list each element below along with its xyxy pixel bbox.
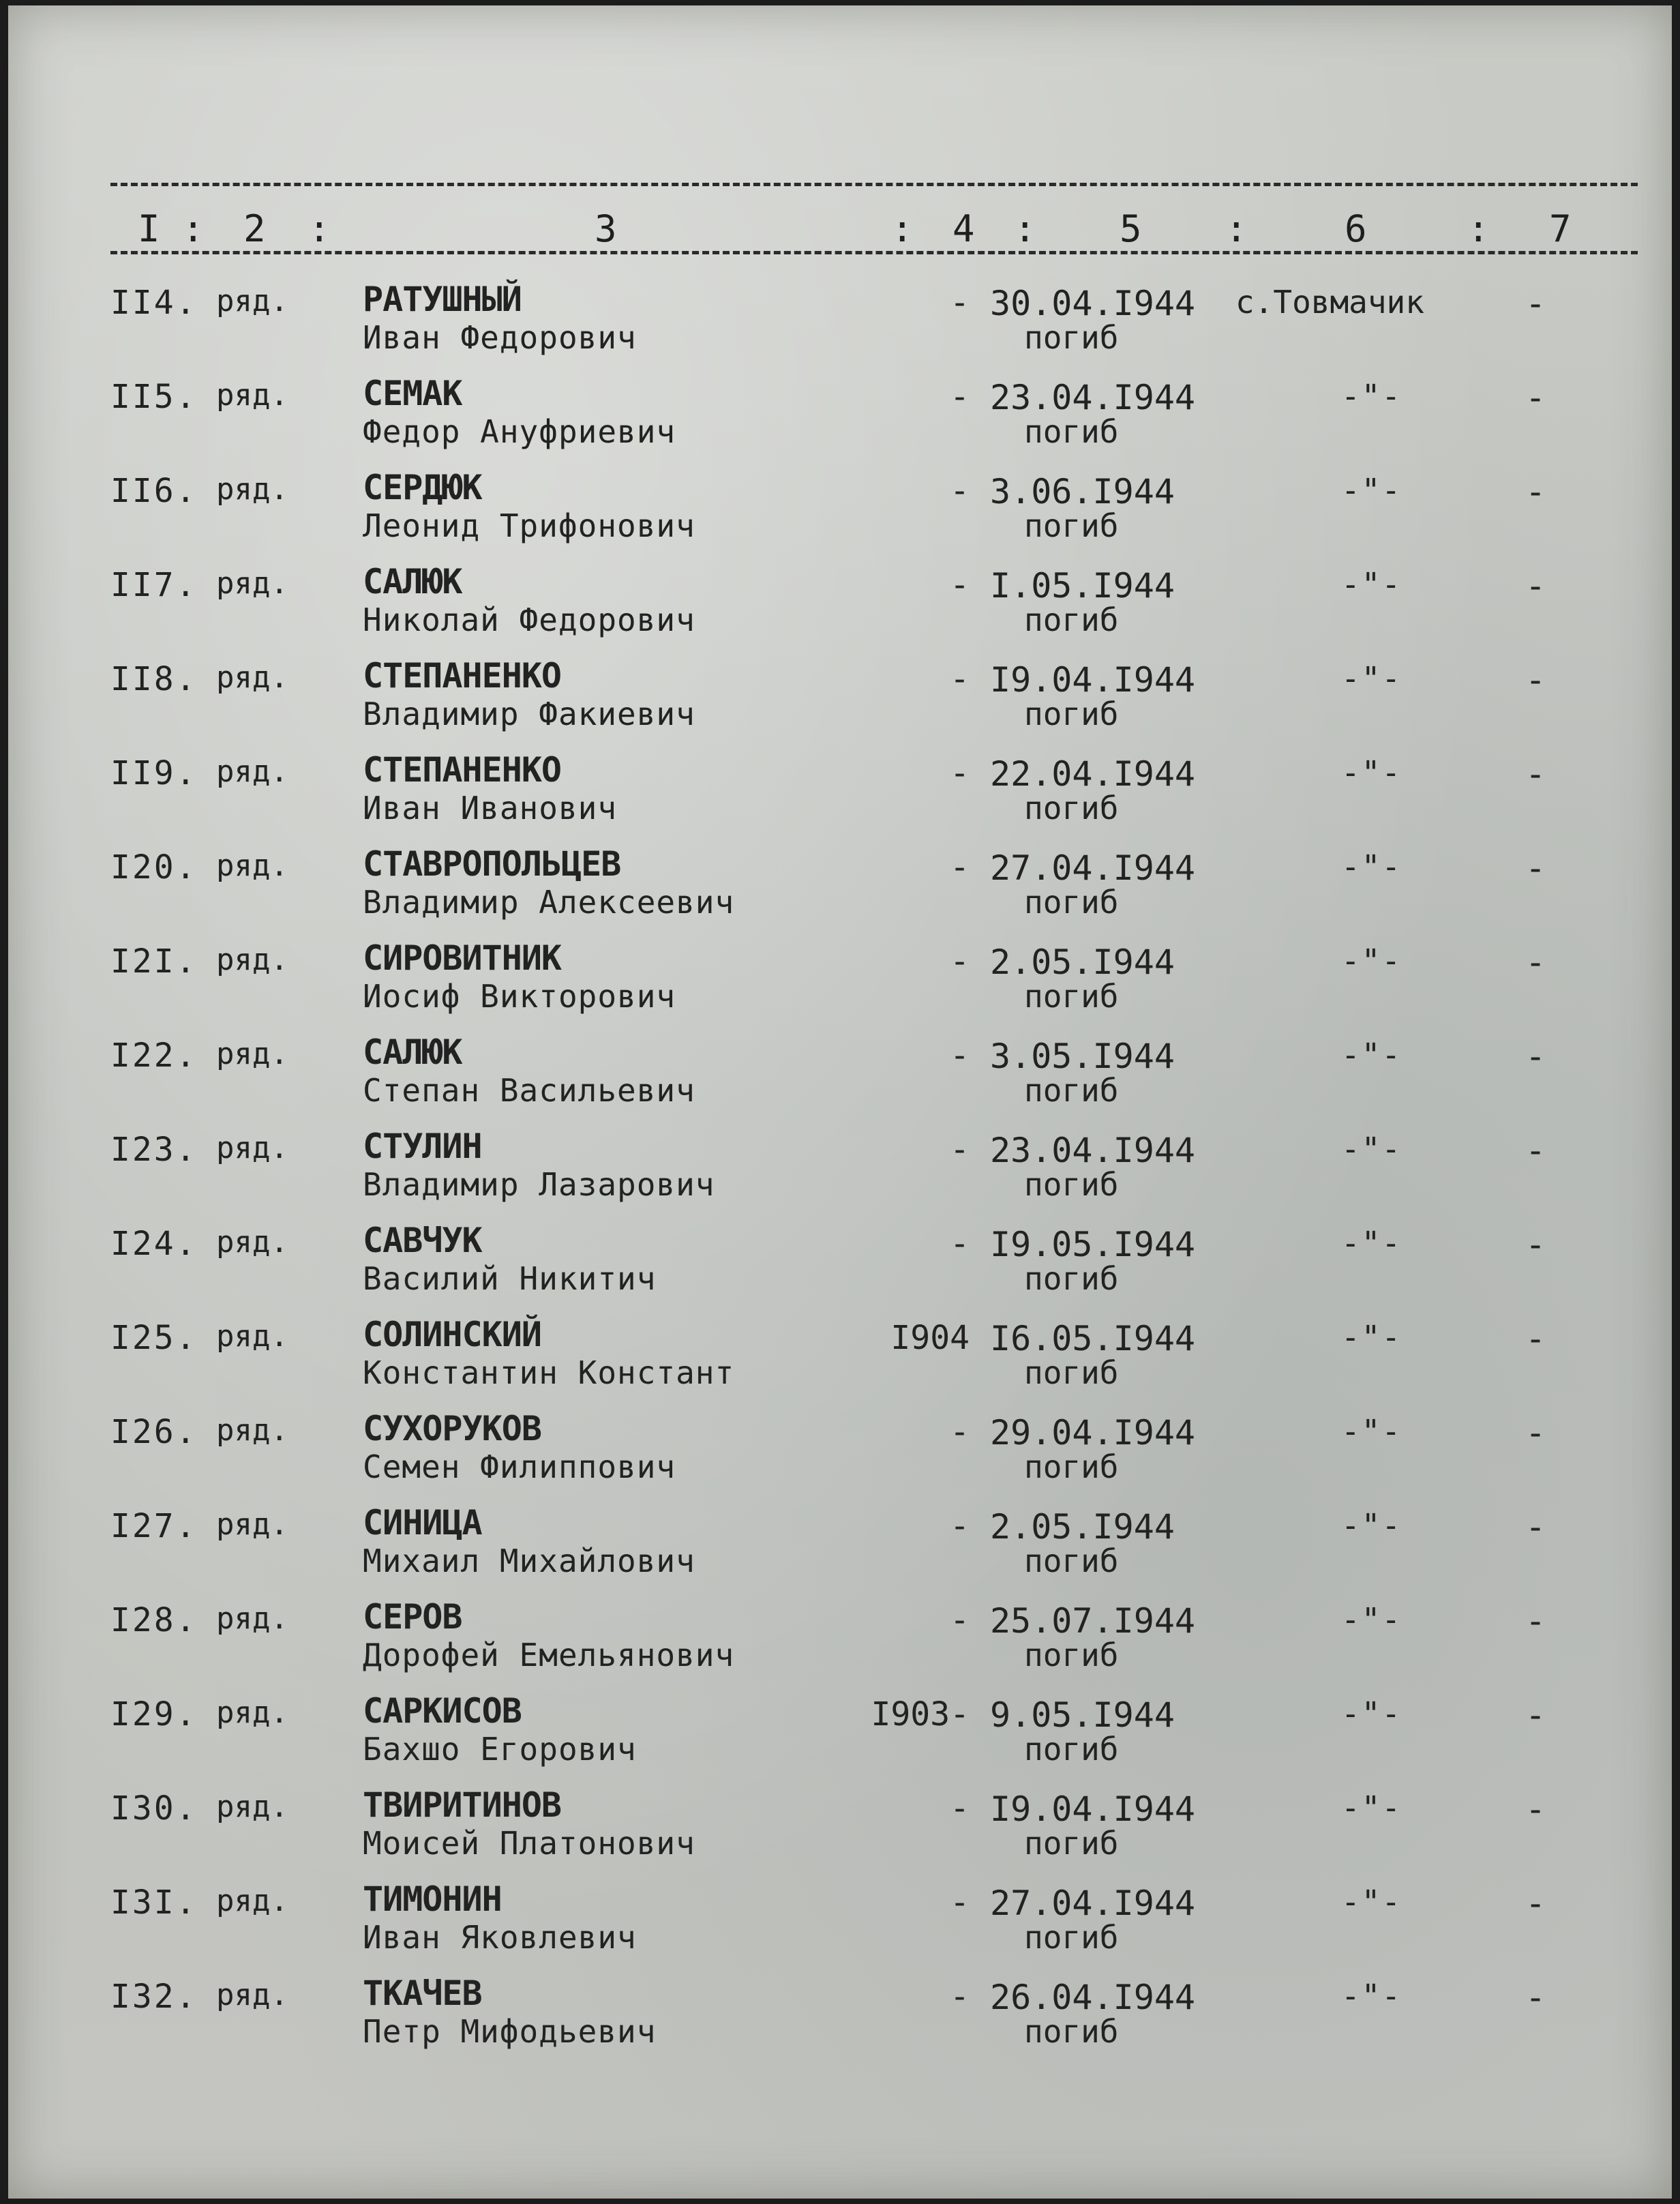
record-birth-year: - [950,660,970,698]
record-status: погиб [1024,2013,1119,2050]
record-date: 3.05.I944 [990,1037,1175,1076]
record-col-7: - [1525,1413,1546,1453]
record-date: 30.04.I944 [990,284,1196,323]
record-col-7: - [1525,1131,1546,1170]
record-date: 2.05.I944 [990,1507,1175,1547]
record-row [8,1597,1672,1690]
header-col-6: 6 [1345,207,1367,250]
record-rank: ряд. [216,754,288,789]
record-place: -"- [1341,1037,1402,1073]
record-place: -"- [1341,1695,1402,1732]
record-status: погиб [1024,884,1119,921]
record-col-7: - [1525,1978,1546,2017]
record-col-7: - [1525,1507,1546,1547]
record-rank: ряд. [216,1601,288,1636]
records-list [8,5,1672,2199]
record-date: 25.07.I944 [990,1601,1196,1641]
record-rank: ряд. [216,1978,288,2012]
record-status: погиб [1024,790,1119,827]
header-col-2: 2 [243,207,266,250]
record-number: I32. [110,1978,198,2016]
record-number: I22. [110,1037,198,1075]
record-status: погиб [1024,319,1119,356]
record-rank: ряд. [216,1789,288,1824]
record-date: 9.05.I944 [990,1695,1175,1735]
record-date: 22.04.I944 [990,754,1196,794]
record-birth-year: - [950,566,970,604]
record-rank: ряд. [216,1037,288,1071]
record-surname: СИНИЦА [363,1503,482,1543]
record-row [8,1785,1672,1878]
record-col-7: - [1525,1695,1546,1735]
record-status: погиб [1024,1919,1119,1956]
record-given-name: Петр Мифодьевич [363,2013,657,2050]
record-surname: СЕМАК [363,374,462,413]
record-rank: ряд. [216,942,288,977]
record-col-7: - [1525,848,1546,888]
record-surname: САВЧУК [363,1221,482,1260]
header-separator: : [308,207,331,250]
record-place: с.Товмачик [1235,284,1424,321]
record-rank: ряд. [216,1507,288,1542]
record-status: погиб [1024,1637,1119,1673]
record-rank: ряд. [216,1225,288,1260]
record-surname: ТВИРИТИНОВ [363,1785,562,1825]
record-place: -"- [1341,1225,1402,1262]
record-given-name: Семен Филиппович [363,1448,676,1485]
record-number: II6. [110,472,198,510]
record-row [8,1127,1672,1219]
record-place: -"- [1341,1601,1402,1638]
record-surname: ТИМОНИН [363,1879,502,1919]
record-date: 23.04.I944 [990,378,1196,417]
record-surname: СЕРОВ [363,1597,462,1637]
record-col-7: - [1525,754,1546,794]
document-sheet [8,5,1672,2199]
record-status: погиб [1024,413,1119,450]
record-given-name: Владимир Факиевич [363,696,695,732]
record-col-7: - [1525,566,1546,606]
header-col-1: I [138,207,160,250]
record-col-7: - [1525,1037,1546,1076]
record-place: -"- [1341,1319,1402,1356]
record-place: -"- [1341,1789,1402,1826]
record-status: погиб [1024,1825,1119,1862]
record-col-7: - [1525,378,1546,417]
record-birth-year: - [950,1883,970,1922]
record-number: I20. [110,848,198,887]
record-place: -"- [1341,1413,1402,1450]
record-date: 2.05.I944 [990,942,1175,982]
record-place: -"- [1341,472,1402,509]
record-number: I24. [110,1225,198,1263]
record-surname: СТАВРОПОЛЬЦЕВ [363,844,621,884]
record-rank: ряд. [216,1695,288,1730]
record-col-7: - [1525,1789,1546,1829]
header-col-4: 4 [952,207,975,250]
header-col-5: 5 [1120,207,1142,250]
record-birth-year: - [950,754,970,792]
record-rank: ряд. [216,1131,288,1165]
record-row [8,562,1672,655]
record-surname: СИРОВИТНИК [363,938,562,978]
header-col-7: 7 [1549,207,1572,250]
record-birth-year: - [950,284,970,322]
record-rank: ряд. [216,472,288,507]
record-number: II4. [110,284,198,322]
record-row [8,1315,1672,1408]
record-birth-year: - [950,942,970,981]
record-given-name: Владимир Лазарович [363,1166,715,1203]
record-status: погиб [1024,1166,1119,1203]
record-row [8,1974,1672,2066]
record-surname: СУХОРУКОВ [363,1409,541,1448]
record-birth-year: - [950,378,970,416]
record-given-name: Федор Ануфриевич [363,413,676,450]
record-row [8,1503,1672,1596]
record-date: I6.05.I944 [990,1319,1196,1358]
record-row [8,938,1672,1031]
record-rank: ряд. [216,1413,288,1448]
record-place: -"- [1341,1978,1402,2014]
record-date: 23.04.I944 [990,1131,1196,1170]
record-surname: СТЕПАНЕНКО [363,656,562,696]
record-number: I2I. [110,942,198,981]
record-given-name: Иван Яковлевич [363,1919,637,1956]
record-col-7: - [1525,284,1546,323]
record-given-name: Николай Федорович [363,601,695,638]
record-number: II8. [110,660,198,698]
record-surname: СТЕПАНЕНКО [363,750,562,790]
record-number: I26. [110,1413,198,1451]
record-row [8,1221,1672,1313]
record-date: I9.04.I944 [990,660,1196,700]
record-row [8,656,1672,749]
record-col-7: - [1525,472,1546,511]
record-status: погиб [1024,1354,1119,1391]
record-number: II9. [110,754,198,792]
header-col-3: 3 [595,207,617,250]
record-date: 29.04.I944 [990,1413,1196,1453]
record-place: -"- [1341,1507,1402,1544]
record-number: I27. [110,1507,198,1545]
record-rank: ряд. [216,566,288,601]
header-separator: : [891,207,914,250]
record-number: I30. [110,1789,198,1828]
record-status: погиб [1024,1448,1119,1485]
record-given-name: Василий Никитич [363,1260,657,1297]
record-surname: ТКАЧЕВ [363,1974,482,2013]
record-birth-year: - [950,1507,970,1545]
record-place: -"- [1341,660,1402,697]
record-place: -"- [1341,1131,1402,1167]
record-birth-year: - [950,1413,970,1451]
record-row [8,1032,1672,1125]
record-birth-year: - [950,1131,970,1169]
record-surname: СТУЛИН [363,1127,482,1166]
record-place: -"- [1341,566,1402,603]
record-number: II7. [110,566,198,604]
record-given-name: Владимир Алексеевич [363,884,735,921]
record-number: I3I. [110,1883,198,1922]
record-date: I9.05.I944 [990,1225,1196,1264]
record-surname: САРКИСОВ [363,1691,522,1731]
record-surname: СЕРДЮК [363,468,482,507]
record-row [8,1409,1672,1502]
record-given-name: Иван Федорович [363,319,637,356]
record-status: погиб [1024,601,1119,638]
record-birth-year: - [950,1601,970,1639]
record-rank: ряд. [216,284,288,318]
record-birth-year: - [950,848,970,887]
record-date: 27.04.I944 [990,1883,1196,1923]
record-surname: РАТУШНЫЙ [363,280,522,319]
record-rank: ряд. [216,378,288,413]
header-separator: : [1225,207,1248,250]
record-given-name: Константин Констант [363,1354,735,1391]
record-birth-year: - [950,1978,970,2016]
header-separator: : [182,207,205,250]
record-status: погиб [1024,978,1119,1015]
record-row [8,1691,1672,1784]
record-status: погиб [1024,507,1119,544]
record-given-name: Моисей Платонович [363,1825,695,1862]
record-date: I.05.I944 [990,566,1175,606]
record-given-name: Михаил Михайлович [363,1543,695,1579]
record-date: 26.04.I944 [990,1978,1196,2017]
record-row [8,374,1672,466]
record-place: -"- [1341,754,1402,791]
record-birth-year: I904 [890,1319,970,1357]
record-given-name: Леонид Трифонович [363,507,695,544]
record-surname: САЛЮК [363,1032,462,1072]
record-status: погиб [1024,696,1119,732]
record-date: I9.04.I944 [990,1789,1196,1829]
record-status: погиб [1024,1543,1119,1579]
record-birth-year: - [950,1789,970,1828]
record-rank: ряд. [216,1883,288,1918]
record-birth-year: - [950,1037,970,1075]
record-place: -"- [1341,942,1402,979]
record-given-name: Иван Иванович [363,790,618,827]
record-place: -"- [1341,378,1402,415]
record-place: -"- [1341,848,1402,885]
record-col-7: - [1525,1225,1546,1264]
header-separator: : [1014,207,1036,250]
record-col-7: - [1525,1601,1546,1641]
record-number: I28. [110,1601,198,1639]
record-col-7: - [1525,1319,1546,1358]
record-row [8,1879,1672,1972]
record-number: I25. [110,1319,198,1357]
record-date: 3.06.I944 [990,472,1175,511]
record-birth-year: - [950,1225,970,1263]
record-birth-year: I903- [871,1695,970,1733]
record-given-name: Степан Васильевич [363,1072,695,1109]
record-rank: ряд. [216,660,288,695]
record-number: I29. [110,1695,198,1733]
record-given-name: Бахшо Егорович [363,1731,637,1768]
record-col-7: - [1525,942,1546,982]
record-surname: СОЛИНСКИЙ [363,1315,541,1354]
record-row [8,280,1672,372]
record-status: погиб [1024,1260,1119,1297]
record-status: погиб [1024,1072,1119,1109]
record-rank: ряд. [216,1319,288,1354]
header-separator: : [1467,207,1490,250]
record-number: II5. [110,378,198,416]
record-given-name: Дорофей Емельянович [363,1637,735,1673]
record-status: погиб [1024,1731,1119,1768]
record-row [8,468,1672,561]
record-col-7: - [1525,660,1546,700]
record-date: 27.04.I944 [990,848,1196,888]
record-row [8,750,1672,843]
record-birth-year: - [950,472,970,510]
record-rank: ряд. [216,848,288,883]
record-given-name: Иосиф Викторович [363,978,676,1015]
record-row [8,844,1672,937]
record-place: -"- [1341,1883,1402,1920]
record-number: I23. [110,1131,198,1169]
record-col-7: - [1525,1883,1546,1923]
record-surname: САЛЮК [363,562,462,601]
